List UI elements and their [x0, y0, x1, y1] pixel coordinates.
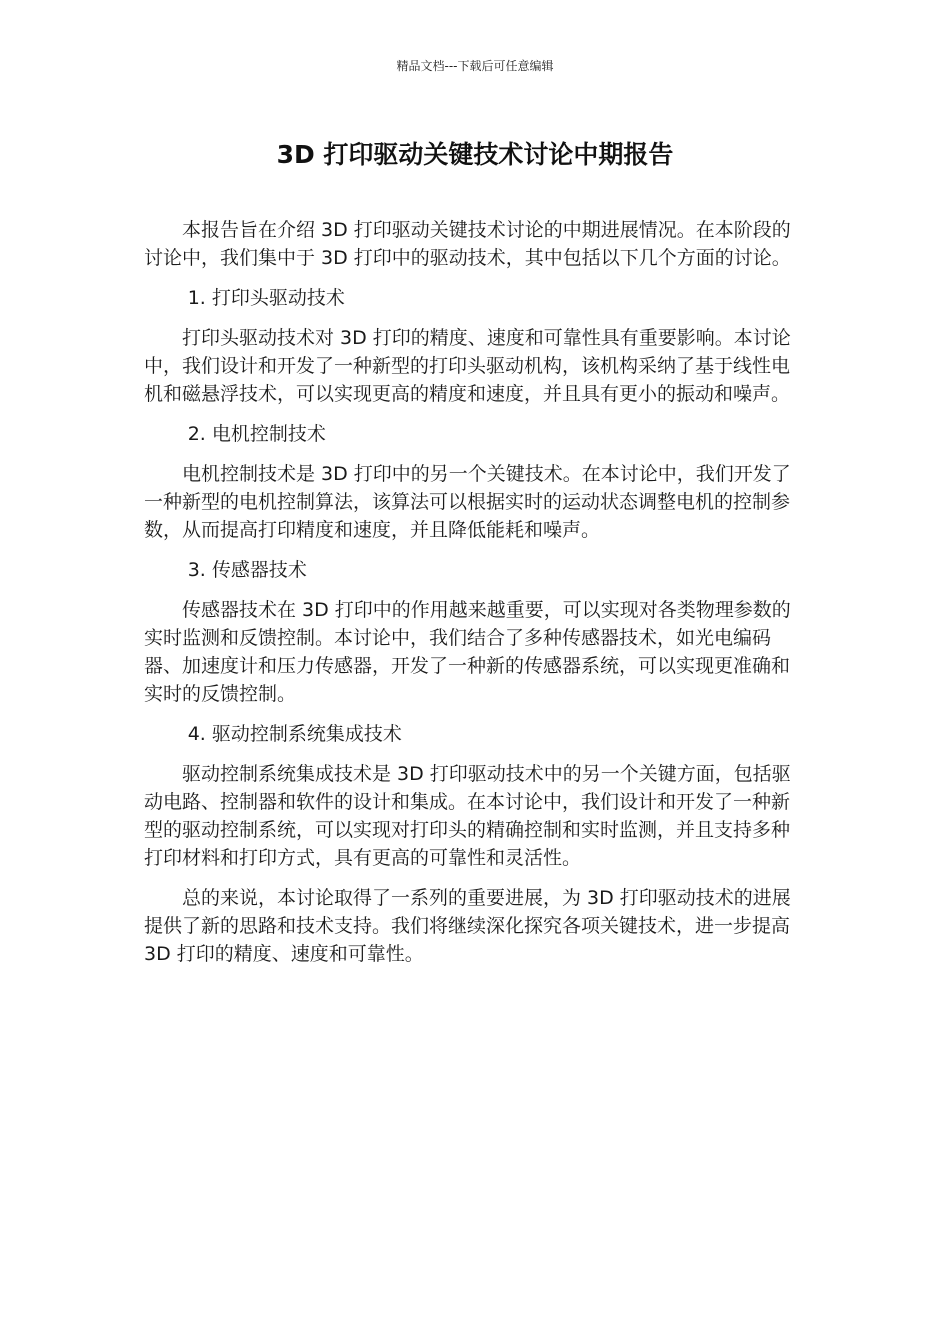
section-body-print-head: 打印头驱动技术对 3D 打印的精度、速度和可靠性具有重要影响。本讨论中，我们设计和开发了一种新型的打印头驱动机构，该机构采纳了基于线性电机和磁悬浮技术，可以实现更高的精度和速度，并且具有更小的振动和噪声。 — [144, 327, 791, 405]
section-heading-print-head: 1. 打印头驱动技术 — [187, 287, 345, 309]
document-body — [144, 216, 806, 980]
section-body-system-integration: 驱动控制系统集成技术是 3D 打印驱动技术中的另一个关键方面，包括驱动电路、控制器和软件的设计和集成。在本讨论中，我们设计和开发了一种新型的驱动控制系统，可以实现对打印头的精确控制和实时监测，并且支持多种打印材料和打印方式，具有更高的可靠性和灵活性。 — [144, 763, 791, 869]
section-body-motor-control: 电机控制技术是 3D 打印中的另一个关键技术。在本讨论中，我们开发了一种新型的电机控制算法，该算法可以根据实时的运动状态调整电机的控制参数，从而提高打印精度和速度，并且降低能耗和噪声。 — [144, 463, 791, 541]
intro-paragraph: 本报告旨在介绍 3D 打印驱动关键技术讨论的中期进展情况。在本阶段的讨论中，我们集中于 3D 打印中的驱动技术，其中包括以下几个方面的讨论。 — [144, 219, 791, 269]
header-note: 精品文档---下载后可任意编辑 — [396, 59, 554, 73]
section-heading-sensor: 3. 传感器技术 — [187, 559, 307, 581]
section-body-sensor: 传感器技术在 3D 打印中的作用越来越重要，可以实现对各类物理参数的实时监测和反馈控制。本讨论中，我们结合了多种传感器技术，如光电编码器、加速度计和压力传感器，开发了一种新的传感器系统，可以实现更准确和实时的反馈控制。 — [144, 599, 791, 705]
document-title: 3D 打印驱动关键技术讨论中期报告 — [276, 140, 674, 169]
section-heading-motor-control: 2. 电机控制技术 — [187, 423, 326, 445]
section-heading-system-integration: 4. 驱动控制系统集成技术 — [187, 723, 402, 745]
conclusion-paragraph: 总的来说，本讨论取得了一系列的重要进展，为 3D 打印驱动技术的进展提供了新的思路和技术支持。我们将继续深化探究各项关键技术，进一步提高 3D 打印的精度、速度和可靠性。 — [144, 887, 791, 965]
